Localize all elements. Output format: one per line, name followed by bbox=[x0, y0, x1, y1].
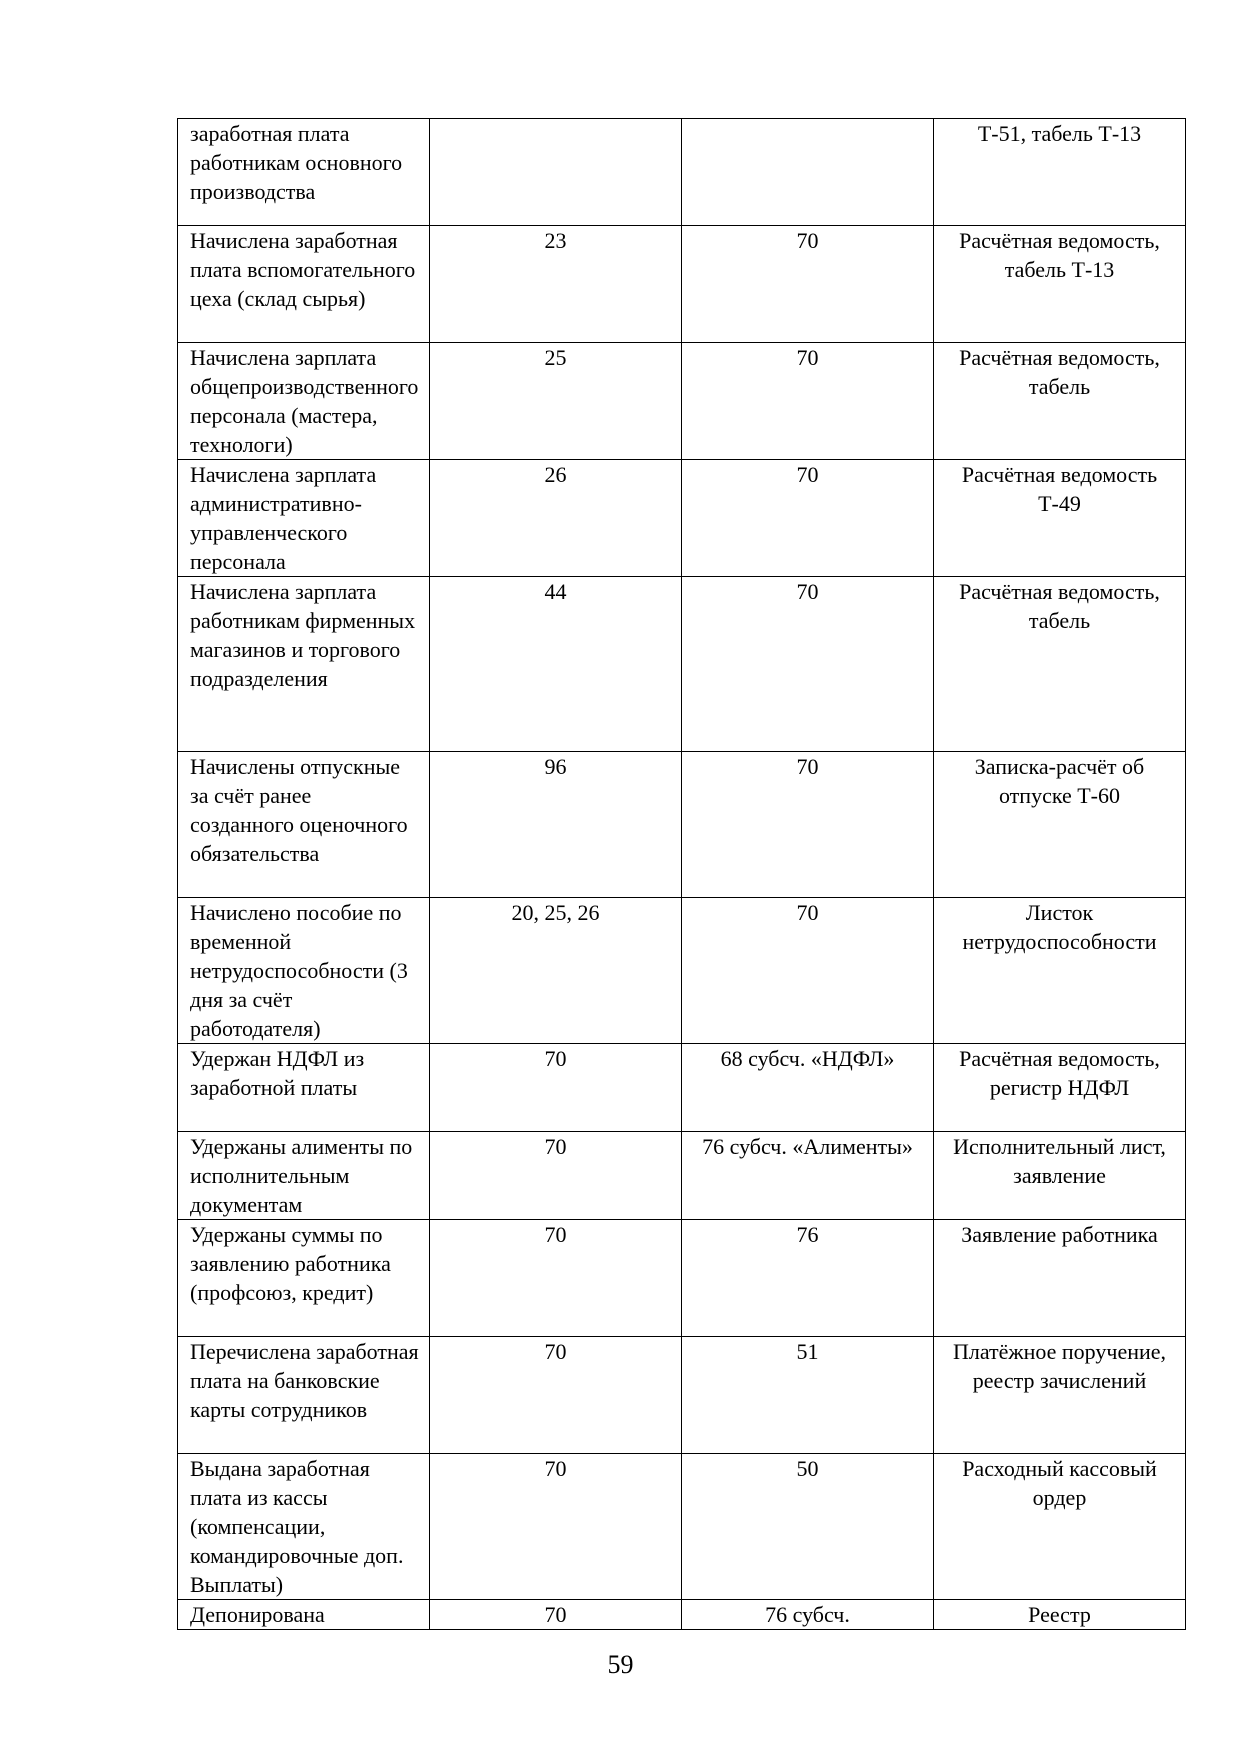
operation-cell: Удержаны алименты по исполнительным документам bbox=[178, 1132, 430, 1220]
credit-cell: 70 bbox=[682, 460, 934, 577]
table-row bbox=[178, 577, 1186, 752]
document-cell: Расчётная ведомость, табель bbox=[934, 577, 1186, 752]
table-row bbox=[178, 898, 1186, 1044]
document-cell: Т-51, табель Т-13 bbox=[934, 119, 1186, 226]
debit-cell: 96 bbox=[430, 752, 682, 898]
accounting-entries-table bbox=[177, 118, 1186, 1630]
operation-cell: Удержан НДФЛ из заработной платы bbox=[178, 1044, 430, 1132]
credit-cell: 70 bbox=[682, 343, 934, 460]
document-cell: Расчётная ведомость, табель Т-13 bbox=[934, 226, 1186, 343]
operation-cell: Перечислена заработная плата на банковские карты сотрудников bbox=[178, 1337, 430, 1454]
credit-cell: 70 bbox=[682, 898, 934, 1044]
document-cell: Записка-расчёт об отпуске Т-60 bbox=[934, 752, 1186, 898]
operation-cell: Начислено пособие по временной нетрудоспособности (3 дня за счёт работодателя) bbox=[178, 898, 430, 1044]
debit-cell bbox=[430, 119, 682, 226]
table-row bbox=[178, 226, 1186, 343]
debit-cell: 70 bbox=[430, 1337, 682, 1454]
operation-cell: Начислена заработная плата вспомогательного цеха (склад сырья) bbox=[178, 226, 430, 343]
credit-cell: 70 bbox=[682, 226, 934, 343]
operation-cell: Начислена зарплата работникам фирменных магазинов и торгового подразделения bbox=[178, 577, 430, 752]
document-cell: Листок нетрудоспособности bbox=[934, 898, 1186, 1044]
operation-cell: Начислена зарплата общепроизводственного персонала (мастера, технологи) bbox=[178, 343, 430, 460]
operation-cell: Выдана заработная плата из кассы (компенсации, командировочные доп. Выплаты) bbox=[178, 1454, 430, 1600]
debit-cell: 25 bbox=[430, 343, 682, 460]
credit-cell: 68 субсч. «НДФЛ» bbox=[682, 1044, 934, 1132]
document-cell: Расчётная ведомость, регистр НДФЛ bbox=[934, 1044, 1186, 1132]
credit-cell: 76 субсч. «Алименты» bbox=[682, 1132, 934, 1220]
debit-cell: 70 bbox=[430, 1600, 682, 1630]
table-row bbox=[178, 1132, 1186, 1220]
debit-cell: 44 bbox=[430, 577, 682, 752]
operation-cell: Начислена зарплата административно-управленческого персонала bbox=[178, 460, 430, 577]
debit-cell: 26 bbox=[430, 460, 682, 577]
document-cell: Исполнительный лист, заявление bbox=[934, 1132, 1186, 1220]
credit-cell: 51 bbox=[682, 1337, 934, 1454]
credit-cell: 76 субсч. bbox=[682, 1600, 934, 1630]
debit-cell: 20, 25, 26 bbox=[430, 898, 682, 1044]
operation-cell: заработная плата работникам основного производства bbox=[178, 119, 430, 226]
credit-cell: 70 bbox=[682, 577, 934, 752]
debit-cell: 70 bbox=[430, 1454, 682, 1600]
table-row bbox=[178, 1600, 1186, 1630]
page-number: 59 bbox=[607, 1650, 634, 1679]
table-row bbox=[178, 1337, 1186, 1454]
table-row bbox=[178, 1454, 1186, 1600]
debit-cell: 70 bbox=[430, 1044, 682, 1132]
document-cell: Расчётная ведомость, табель bbox=[934, 343, 1186, 460]
table-row bbox=[178, 752, 1186, 898]
credit-cell bbox=[682, 119, 934, 226]
table-row bbox=[178, 119, 1186, 226]
debit-cell: 70 bbox=[430, 1132, 682, 1220]
table-row bbox=[178, 1044, 1186, 1132]
document-cell: Расчётная ведомость Т-49 bbox=[934, 460, 1186, 577]
document-cell: Реестр bbox=[934, 1600, 1186, 1630]
table-row bbox=[178, 1220, 1186, 1337]
debit-cell: 23 bbox=[430, 226, 682, 343]
operation-cell: Удержаны суммы по заявлению работника (профсоюз, кредит) bbox=[178, 1220, 430, 1337]
operation-cell: Депонирована bbox=[178, 1600, 430, 1630]
credit-cell: 76 bbox=[682, 1220, 934, 1337]
document-cell: Платёжное поручение, реестр зачислений bbox=[934, 1337, 1186, 1454]
table-row bbox=[178, 343, 1186, 460]
debit-cell: 70 bbox=[430, 1220, 682, 1337]
credit-cell: 70 bbox=[682, 752, 934, 898]
document-cell: Расходный кассовый ордер bbox=[934, 1454, 1186, 1600]
document-cell: Заявление работника bbox=[934, 1220, 1186, 1337]
credit-cell: 50 bbox=[682, 1454, 934, 1600]
table-row bbox=[178, 460, 1186, 577]
operation-cell: Начислены отпускные за счёт ранее созданного оценочного обязательства bbox=[178, 752, 430, 898]
